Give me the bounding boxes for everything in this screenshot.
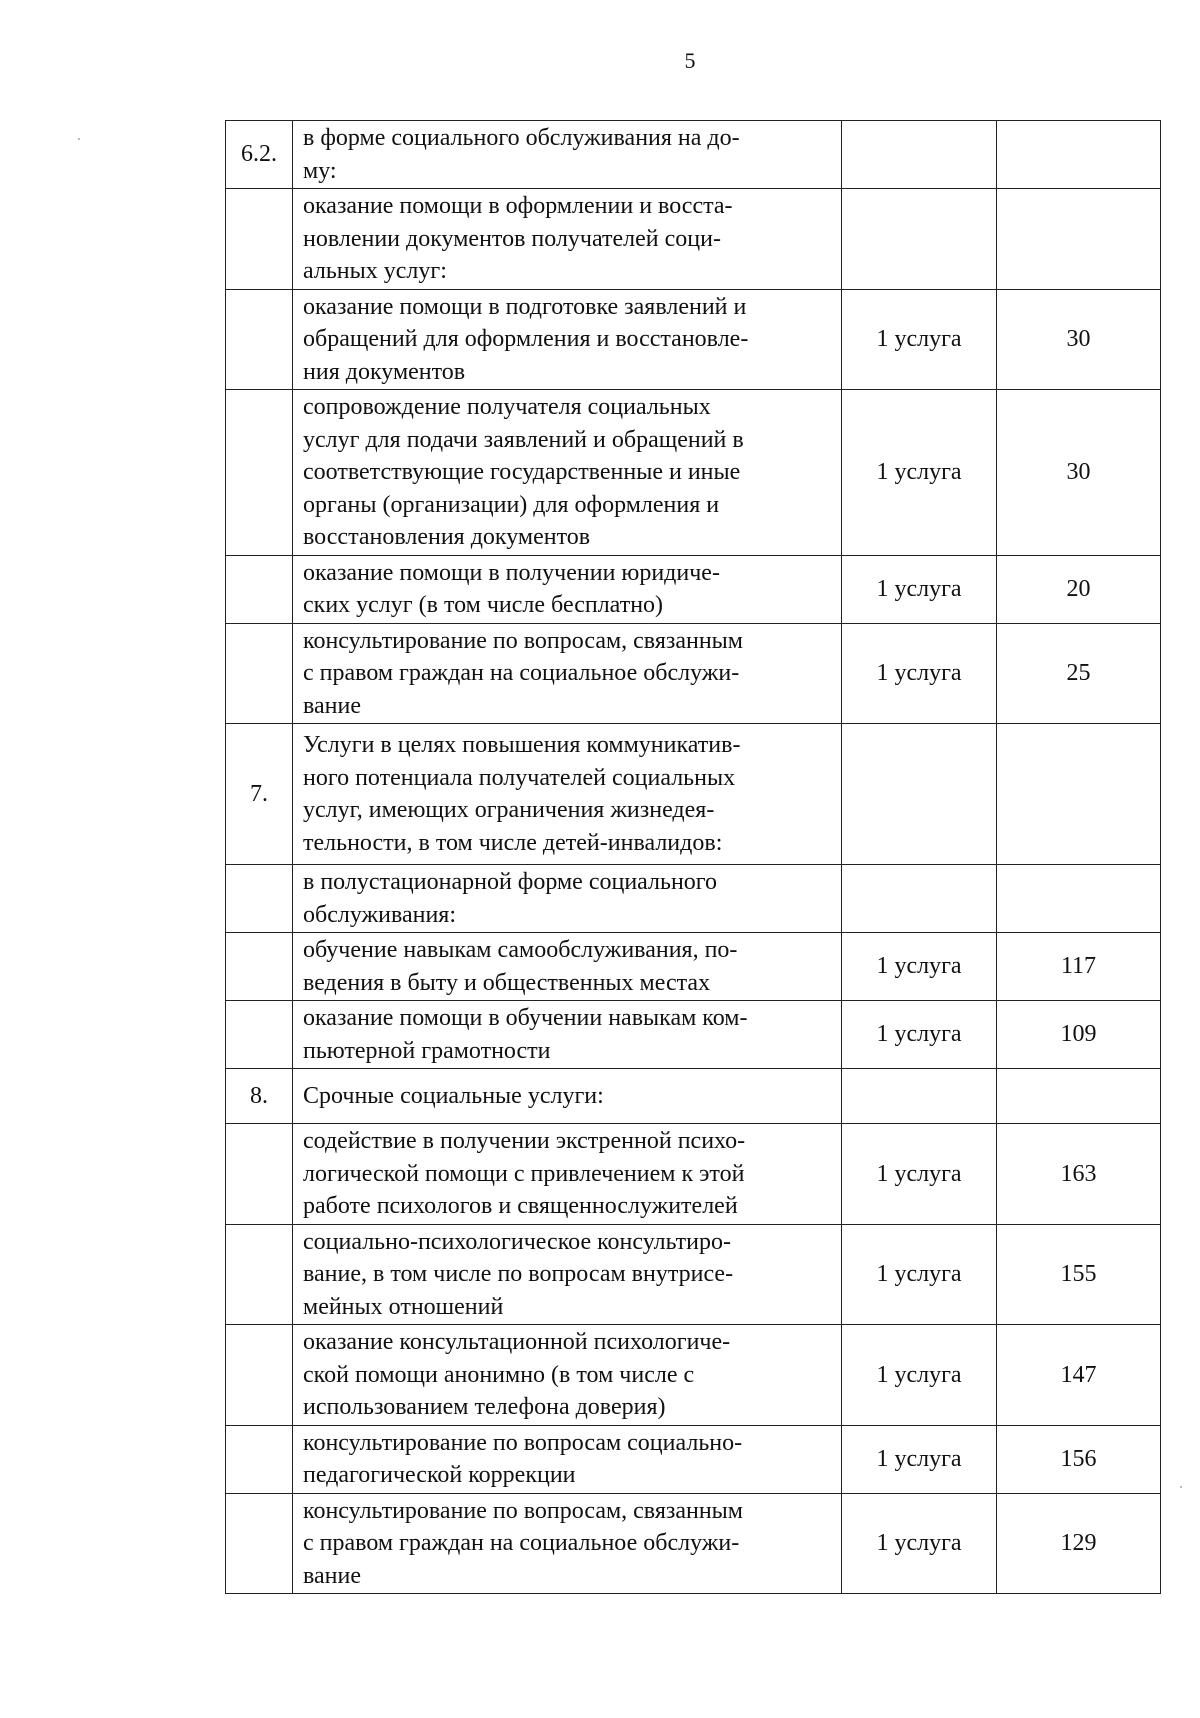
unit-cell: 1 услуга (842, 1124, 997, 1225)
table-row (226, 1493, 1161, 1594)
row-number-cell: 8. (226, 1069, 293, 1124)
tariff-value-cell (997, 189, 1161, 290)
table-row (226, 865, 1161, 933)
tariff-value-cell: 147 (997, 1325, 1161, 1426)
unit-cell (842, 724, 997, 865)
unit-cell: 1 услуга (842, 555, 997, 623)
table-row (226, 1425, 1161, 1493)
row-number-cell (226, 289, 293, 390)
unit-cell: 1 услуга (842, 1224, 997, 1325)
unit-cell (842, 121, 997, 189)
table-row (226, 289, 1161, 390)
row-number-cell (226, 189, 293, 290)
table-row (226, 1325, 1161, 1426)
row-number-cell (226, 1325, 293, 1426)
tariff-value-cell (997, 1069, 1161, 1124)
row-number-cell: 6.2. (226, 121, 293, 189)
tariff-value-cell: 129 (997, 1493, 1161, 1594)
row-number-cell (226, 1493, 293, 1594)
table-row (226, 121, 1161, 189)
service-description-cell: Услуги в целях повышения коммуникатив- ного потенциала получателей социальных услуг, имеющих ограничения жизнедея- тельности, в том числе детей-инвалидов: (293, 724, 842, 865)
table-row (226, 1124, 1161, 1225)
tariff-value-cell: 156 (997, 1425, 1161, 1493)
row-number-cell (226, 1425, 293, 1493)
row-number-cell (226, 1001, 293, 1069)
tariff-value-cell: 30 (997, 390, 1161, 556)
unit-cell (842, 189, 997, 290)
service-description-cell: обучение навыкам самообслуживания, по- ведения в быту и общественных местах (293, 933, 842, 1001)
tariff-value-cell: 109 (997, 1001, 1161, 1069)
unit-cell: 1 услуга (842, 623, 997, 724)
unit-cell: 1 услуга (842, 1001, 997, 1069)
row-number-cell (226, 865, 293, 933)
service-description-cell: социально-психологическое консультиро- вание, в том числе по вопросам внутрисе- мейных отношений (293, 1224, 842, 1325)
row-number-cell (226, 555, 293, 623)
page-number: 5 (684, 48, 696, 73)
unit-cell (842, 1069, 997, 1124)
row-number-cell (226, 1124, 293, 1225)
unit-cell: 1 услуга (842, 390, 997, 556)
table-row (226, 1224, 1161, 1325)
services-table-body (226, 121, 1161, 1594)
tariff-value-cell: 20 (997, 555, 1161, 623)
row-number-cell: 7. (226, 724, 293, 865)
services-table (225, 120, 1161, 1594)
table-row (226, 1001, 1161, 1069)
service-description-cell: оказание помощи в получении юридиче- ских услуг (в том числе бесплатно) (293, 555, 842, 623)
tariff-value-cell: 25 (997, 623, 1161, 724)
row-number-cell (226, 933, 293, 1001)
unit-cell: 1 услуга (842, 1325, 997, 1426)
table-row (226, 189, 1161, 290)
unit-cell: 1 услуга (842, 1493, 997, 1594)
service-description-cell: консультирование по вопросам, связанным с правом граждан на социальное обслужи- вание (293, 1493, 842, 1594)
scan-speck (78, 138, 80, 140)
service-description-cell: в полустационарной форме социального обслуживания: (293, 865, 842, 933)
tariff-value-cell: 163 (997, 1124, 1161, 1225)
row-number-cell (226, 623, 293, 724)
table-row (226, 623, 1161, 724)
service-description-cell: в форме социального обслуживания на до- му: (293, 121, 842, 189)
tariff-value-cell: 155 (997, 1224, 1161, 1325)
scan-speck (1180, 1486, 1182, 1488)
tariff-value-cell (997, 865, 1161, 933)
tariff-value-cell: 117 (997, 933, 1161, 1001)
service-description-cell: консультирование по вопросам, связанным с правом граждан на социальное обслужи- вание (293, 623, 842, 724)
service-description-cell: оказание помощи в оформлении и восста- новлении документов получателей соци- альных услуг: (293, 189, 842, 290)
table-row (226, 1069, 1161, 1124)
service-description-cell: оказание помощи в подготовке заявлений и обращений для оформления и восстановле- ния документов (293, 289, 842, 390)
tariff-value-cell: 30 (997, 289, 1161, 390)
row-number-cell (226, 1224, 293, 1325)
service-description-cell: оказание помощи в обучении навыкам ком- пьютерной грамотности (293, 1001, 842, 1069)
table-row (226, 555, 1161, 623)
row-number-cell (226, 390, 293, 556)
table-row (226, 933, 1161, 1001)
tariff-value-cell (997, 121, 1161, 189)
service-description-cell: содействие в получении экстренной психо- логической помощи с привлечением к этой работе психологов и священнослужителей (293, 1124, 842, 1225)
table-row (226, 390, 1161, 556)
service-description-cell: сопровождение получателя социальных услуг для подачи заявлений и обращений в соответствующие государственные и иные органы (организации) для оформления и восстановления документов (293, 390, 842, 556)
service-description-cell: Срочные социальные услуги: (293, 1069, 842, 1124)
table-row (226, 724, 1161, 865)
unit-cell: 1 услуга (842, 933, 997, 1001)
unit-cell: 1 услуга (842, 1425, 997, 1493)
tariff-value-cell (997, 724, 1161, 865)
service-description-cell: оказание консультационной психологиче- ской помощи анонимно (в том числе с использованием телефона доверия) (293, 1325, 842, 1426)
unit-cell: 1 услуга (842, 289, 997, 390)
service-description-cell: консультирование по вопросам социально- педагогической коррекции (293, 1425, 842, 1493)
unit-cell (842, 865, 997, 933)
